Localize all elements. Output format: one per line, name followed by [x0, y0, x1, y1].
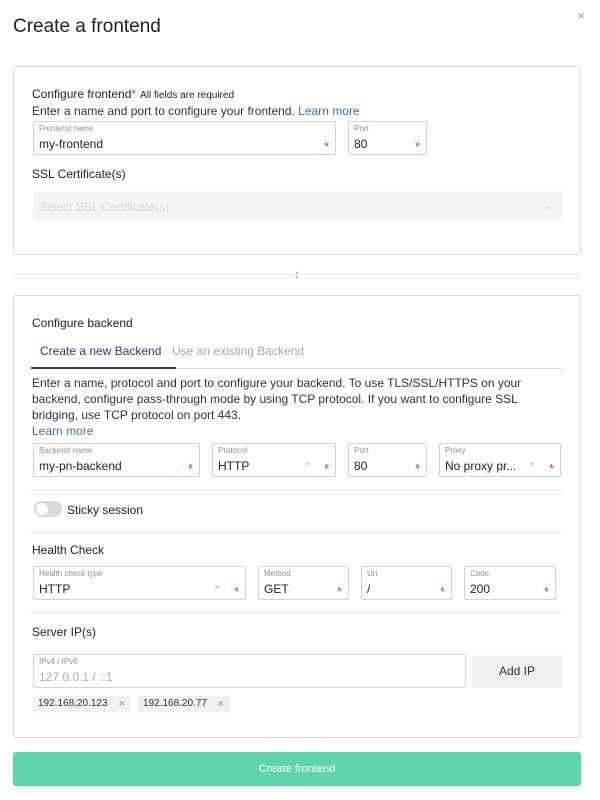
frontend-description-text: Enter a name and port to configure your frontend. [32, 104, 295, 118]
remove-chip-icon[interactable]: × [217, 698, 224, 710]
active-tab-indicator [31, 367, 176, 369]
chevron-down-icon: ⌄ [544, 201, 553, 212]
required-star: * [187, 461, 193, 476]
tab-use-existing-backend[interactable]: Use an existing Backend [172, 344, 305, 358]
frontend-port-label: Port [354, 124, 369, 133]
backend-protocol-select[interactable] [212, 443, 336, 477]
frontend-port-field[interactable] [348, 121, 427, 155]
ip-chip [138, 695, 230, 713]
add-ip-button[interactable]: Add IP [472, 655, 562, 688]
frontend-learn-more-link[interactable]: Learn more [298, 104, 360, 118]
required-star: * [414, 139, 420, 154]
ssl-placeholder: Select SSL Certificate(s) [39, 200, 170, 214]
backend-name-value: my-pn-backend [39, 459, 122, 473]
health-check-uri-field[interactable] [361, 566, 452, 600]
health-check-type-value: HTTP [39, 582, 71, 596]
tab-create-new-backend[interactable]: Create a new Backend [40, 344, 162, 358]
backend-panel [13, 295, 581, 738]
server-ip-placeholder: 127.0.0.1 / ::1 [39, 670, 113, 684]
health-check-method-value: GET [264, 582, 289, 596]
sticky-session-label: Sticky session [67, 503, 144, 517]
toggle-knob [36, 503, 48, 515]
backend-protocol-label: Protocol [218, 446, 248, 455]
server-ips-title: Server IP(s) [32, 625, 97, 639]
ip-chip-label: 192.168.20.123 [38, 698, 108, 709]
frontend-description [32, 103, 360, 119]
divider [31, 612, 563, 613]
create-frontend-button[interactable]: Create frontend [13, 752, 581, 786]
backend-protocol-value: HTTP [218, 459, 250, 473]
frontend-section-title [32, 87, 234, 101]
health-check-code-field[interactable] [464, 566, 556, 600]
backend-port-value: 80 [354, 459, 368, 473]
health-check-method-field[interactable] [258, 566, 349, 600]
backend-port-field[interactable] [348, 443, 427, 477]
frontend-title-text: Configure frontend [32, 87, 132, 101]
backend-section-title: Configure backend [32, 316, 133, 330]
ssl-select [33, 191, 563, 221]
server-ip-label: IPv4 / IPv6 [39, 657, 78, 666]
divider [31, 490, 563, 491]
frontend-name-field[interactable] [33, 121, 336, 155]
server-ip-input[interactable] [33, 654, 466, 688]
chevron-down-icon: ⌄ [303, 457, 312, 468]
frontend-panel [13, 66, 581, 255]
frontend-name-value: my-frontend [39, 137, 104, 151]
backend-description-text: Enter a name, protocol and port to configure your backend. To use TLS/SSL/HTTPS on your backend, configure pass-through mode by using TCP protocol. If you want to configure SSL bridging, use TCP protocol on port 443. [32, 376, 522, 422]
required-star: * [548, 461, 554, 476]
required-star: * [131, 87, 137, 101]
ip-chip-label: 192.168.20.77 [143, 698, 207, 709]
health-check-method-label: Method [264, 569, 291, 578]
frontend-port-value: 80 [354, 137, 368, 151]
health-check-code-value: 200 [470, 582, 491, 596]
backend-proxy-label: Proxy [445, 446, 466, 455]
backend-port-label: Port [354, 446, 369, 455]
chevron-down-icon: ⌄ [213, 580, 222, 591]
frontend-name-label: Frontend name [39, 124, 94, 133]
backend-name-label: Backend name [39, 446, 93, 455]
resize-vertical-icon[interactable]: ↕ [294, 267, 300, 281]
health-check-type-select[interactable] [33, 566, 246, 600]
health-check-uri-label: Uri [367, 569, 378, 578]
health-check-code-label: Code [470, 569, 490, 578]
chevron-down-icon: ⌄ [528, 457, 537, 468]
required-star: * [336, 584, 342, 599]
required-star: * [323, 461, 329, 476]
required-note: All fields are required [140, 90, 235, 101]
required-star: * [543, 584, 549, 599]
required-star: * [323, 139, 329, 154]
page-title: Create a frontend [13, 16, 161, 37]
ip-chip [33, 695, 131, 713]
required-star: * [414, 461, 420, 476]
ssl-title: SSL Certificate(s) [32, 167, 126, 181]
health-check-title: Health Check [32, 543, 105, 557]
divider [31, 532, 563, 533]
backend-learn-more-link[interactable]: Learn more [32, 424, 94, 438]
backend-proxy-value: No proxy pr... [445, 459, 517, 473]
required-star: * [233, 584, 239, 599]
backend-proxy-select[interactable] [439, 443, 561, 477]
close-icon[interactable]: × [577, 8, 585, 23]
remove-chip-icon[interactable]: × [118, 698, 125, 710]
backend-description [32, 375, 564, 439]
sticky-session-toggle[interactable] [34, 501, 62, 517]
required-star: * [439, 584, 445, 599]
health-check-type-label: Health check type [39, 569, 103, 578]
backend-name-field[interactable] [33, 443, 200, 477]
backend-tabs [31, 336, 563, 369]
health-check-uri-value: / [367, 582, 371, 596]
